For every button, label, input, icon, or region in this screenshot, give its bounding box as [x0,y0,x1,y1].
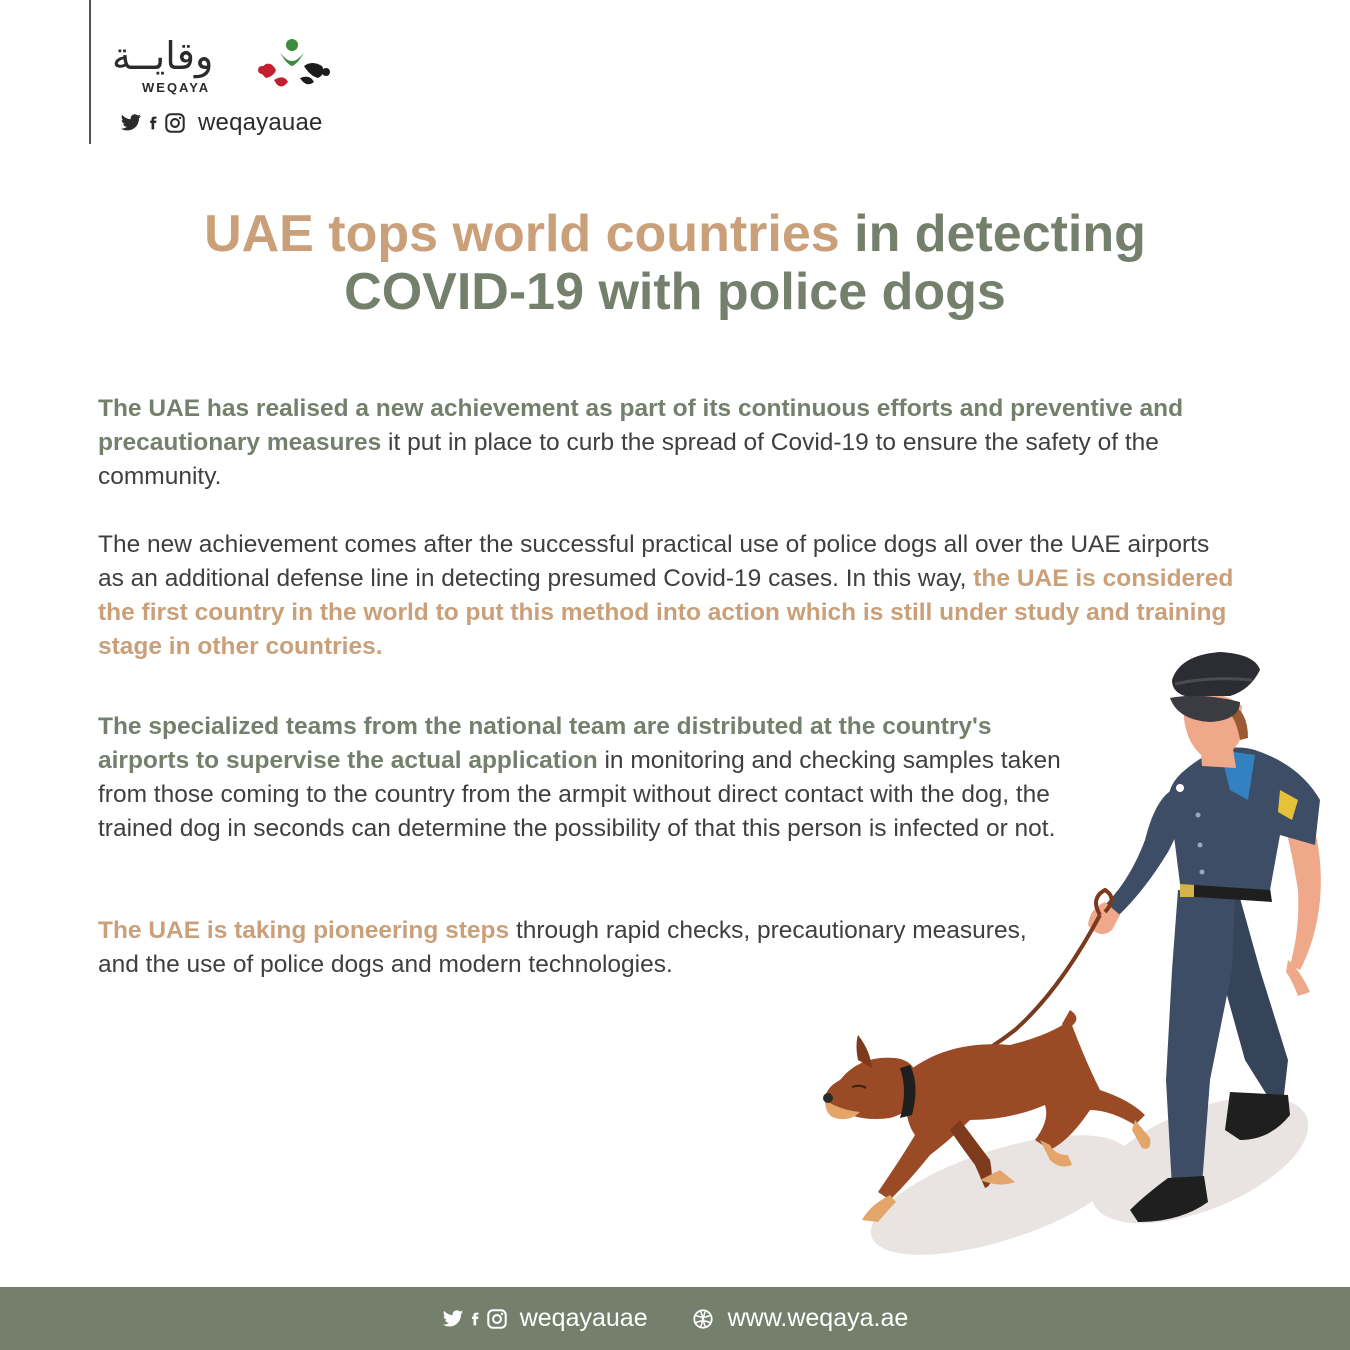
footer-social-handle: weqayauae [519,1304,648,1332]
title-text-line1: in detecting [839,205,1146,263]
facebook-icon[interactable] [468,1308,482,1330]
facebook-icon[interactable] [146,112,160,134]
footer-social-links [442,1304,648,1333]
paragraph-text: The new achievement comes after the successful practical use of police dogs all over the UAE airports as an additional defense line in detecting presumed Covid-19 cases. In this way, [98,531,1210,592]
paragraph-highlight: the UAE is considered the first country in the world to put this method into action which is still under study and training stage in other countries. [98,565,1234,660]
twitter-icon[interactable] [442,1308,464,1330]
paragraph-text: it put in place to curb the spread of Covid-19 to ensure the safety of the community. [98,429,1159,490]
logo-arabic-text: وقايــة [112,34,214,78]
weqaya-logo [112,34,342,96]
weqaya-emblem-icon [252,36,332,92]
twitter-icon[interactable] [120,112,142,134]
paragraph-highlight: The UAE is taking pioneering steps [98,917,510,944]
footer-bar [0,1287,1350,1350]
instagram-icon[interactable] [486,1308,508,1330]
globe-icon [692,1308,714,1330]
footer-website[interactable]: www.weqaya.ae [727,1304,909,1332]
paragraph-highlight: The UAE has realised a new achievement as part of its continuous efforts and preventive and precautionary measures [98,395,1184,456]
footer-website-link[interactable] [692,1304,909,1333]
police-officer-with-dog-illustration [800,640,1350,1280]
social-handle: weqayauae [198,109,323,136]
instagram-icon[interactable] [164,112,186,134]
header-divider [89,0,91,144]
paragraph-highlight: The specialized teams from the national team are distributed at the country's airports to supervise the actual application [98,713,992,774]
page-title [0,205,1350,321]
paragraph-text: through rapid checks, precautionary measures, and the use of police dogs and modern technologies. [98,917,1027,978]
paragraph-text: in monitoring and checking samples taken from those coming to the country from the armpit without direct contact with the dog, the trained dog in seconds can determine the possibility of that this person is infected or not. [98,747,1061,842]
header-social-links [120,108,323,138]
title-text-line2: COVID-19 with police dogs [344,263,1006,321]
dog-shadow [858,1110,1143,1279]
title-highlight: UAE tops world countries [204,205,840,263]
logo-english-text: WEQAYA [142,80,211,95]
paragraph-achievement [98,392,1218,494]
